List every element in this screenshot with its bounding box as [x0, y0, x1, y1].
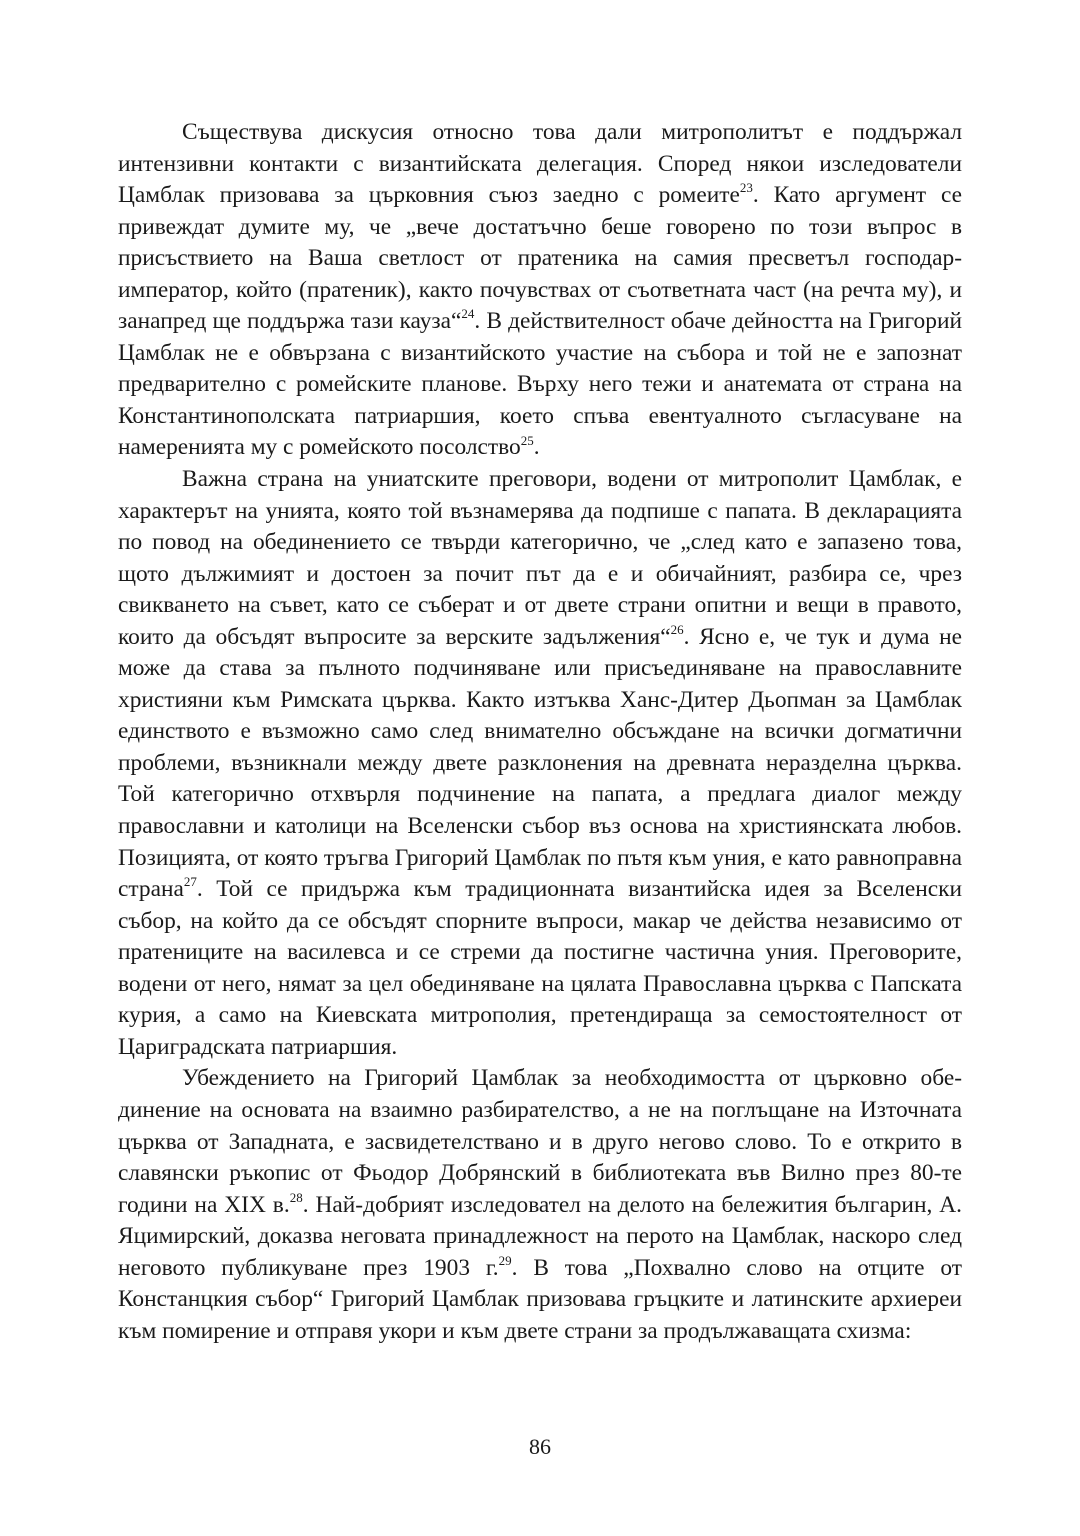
paragraph-text: . Ясно е, че тук и дума не може да става за пълното подчиняване или присъединяване на православните християни към Римската църква. Както изтъква Ханс-Дитер Дьопман за Цамблак единството е възможно само след внимателно обсъждане на всички догматични проблеми, възникнали между двете разклонения на древната неразделна църква. Той категорично отхвърля подчинение на папата, а предлага диалог между православни и католици на Вселенски събор въз основа на християнската любов. Позицията, от която тръгва Григорий Цамблак по пътя към уния, е като равноправна страна — [118, 623, 963, 903]
paragraph-text: . В действителност обаче дейността на Григорий Цамблак не е обвързана с византийското участие на събора и той не е запознат предварително с ромейските планове. Върху него тежи и анатемата от страна на Константинополската патриаршия, което спъва евентуалното съгласуване на намеренията му с ромейското посолство — [118, 308, 962, 461]
paragraph-text: . Като аргумент се привеждат думите му, че „вече достатъчно беше говорено по този въпрос в присъствието на Ваша светлост от пратеника на самия пресветъл господар-император, който (пратеник), както почувствах от съответната част (на речта му), и занапред ще поддържа тази кауза“ — [118, 182, 962, 335]
footnote-ref: 23 — [739, 180, 753, 196]
footnote-ref: 26 — [670, 621, 684, 637]
paragraph-text: Съществува дискусия относно това дали митрополитът е поддържал интензивни контакти с византийската делегация. Според някои изследователи Цамблак призовава за църковния съюз заедно с ромеите — [118, 119, 962, 209]
paragraph-text: Убеждението на Григорий Цамблак за необходимостта от църковно обединение на основата на взаимно разбирателство, а не на поглъщане на Източната църква от Западната, е засвидетелствано и в друго негово слово. То е открито в славянски ръкопис от Фьодор Добрянский в библиотеката във Вилно през 80-те години на XIX в. — [118, 1065, 962, 1218]
paragraph — [118, 1063, 962, 1347]
document-page — [118, 117, 962, 1347]
paragraph-text: . — [533, 434, 540, 461]
footnote-ref: 27 — [183, 874, 197, 890]
paragraph — [118, 464, 962, 1063]
paragraph-text: . Той се придържа към традиционната византийска идея за Вселенски събор, на който да се обсъдят спорните въпроси, макар че действа независимо от пратениците на василевса и се стреми да постигне частична уния. Преговорите, водени от него, нямат за цел обединяване на цялата Православна църква с Папската курия, а само на Киевската митрополия, претендираща за семостоятелност от Цариградската патриаршия. — [118, 876, 962, 1060]
footnote-ref: 28 — [289, 1189, 303, 1205]
paragraph-text: Важна страна на униатските преговори, водени от митрополит Цамблак, е характерът на унията, която той възнамерява да подпише с папата. В декларацията по повод на обединението се твърди категорично, че „след като е запазено това, щото дължимият и достоен за почит път да е и обичайният, разбира се, чрез свикването на съвет, като се съберат и от двете страни опитни и вещи в правото, които да обсъдят въпросите за верските задължения“ — [118, 466, 962, 650]
footnote-ref: 24 — [461, 306, 475, 322]
paragraph-text: . В това „Похвално слово на отците от Констанцкия събор“ Григорий Цамблак призовава гръцките и латинските архиереи към помирение и отправя укори и към двете страни за продължаващата схизма: — [118, 1254, 962, 1344]
paragraph — [118, 117, 962, 464]
paragraph-text: . Най-добрият изследовател на делото на бележития българин, А. Яцимирский, доказва неговата принадлежност на перото на Цамблак, наскоро след неговото публикуване през 1903 г. — [118, 1191, 962, 1281]
footnote-ref: 25 — [520, 432, 534, 448]
page-number: 86 — [529, 1434, 551, 1459]
footnote-ref: 29 — [498, 1252, 512, 1268]
